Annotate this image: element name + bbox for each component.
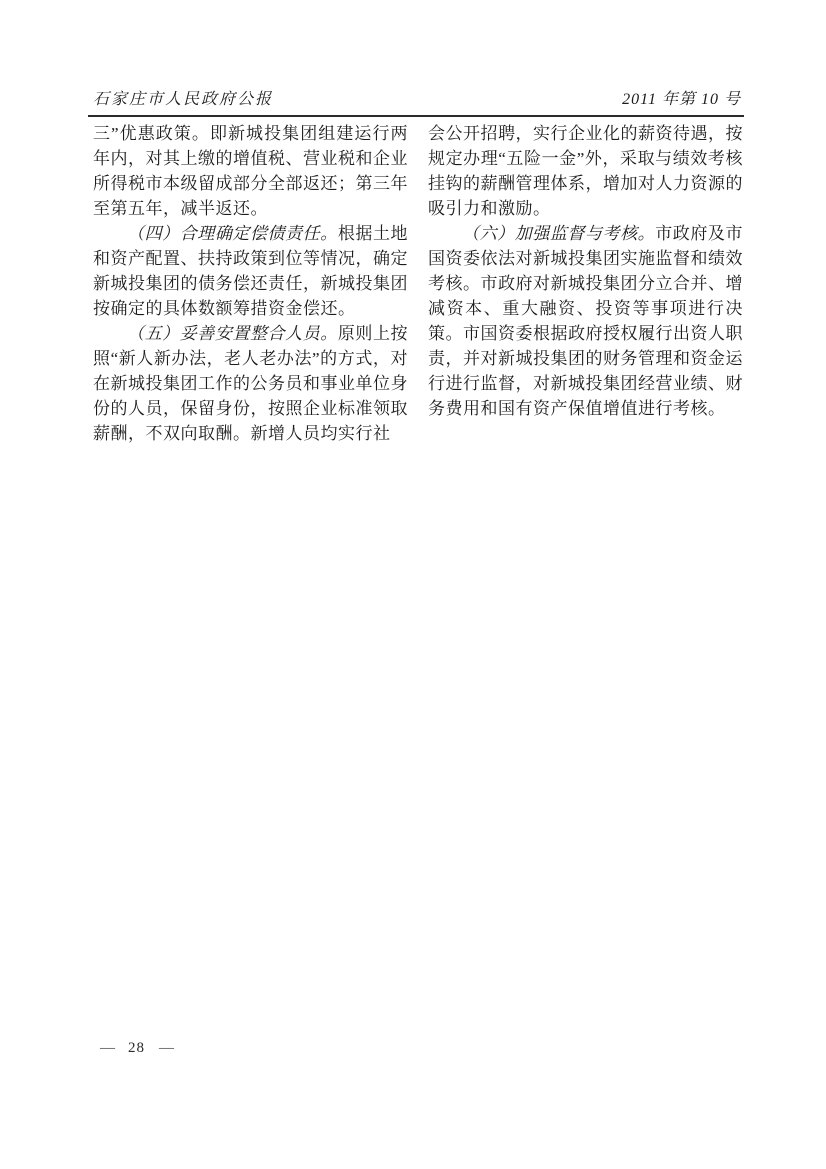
paragraph-lead: （四）合理确定偿债责任。	[127, 224, 338, 243]
paragraph-text: 原则上按照“新人新办法，老人老办法”的方式，对在新城投集团工作的公务员和事业单位身份的人员，保留身份，按照企业标准领取薪酬，不双向取酬。新增人员均实行社	[93, 324, 409, 443]
header-divider-rule	[88, 115, 744, 117]
paragraph-text: 根据土地和资产配置、扶持政策到位等情况，确定新城投集团的债务偿还责任，新城投集团按确定的具体数额筹措资金偿还。	[93, 224, 409, 318]
paragraph-text: 市政府及市国资委依法对新城投集团实施监督和绩效考核。市政府对新城投集团分立合并、增减资本、重大融资、投资等事项进行决策。市国资委根据政府授权履行出资人职责，并对新城投集团的财务管理和资金运行进行监督，对新城投集团经营业绩、财务费用和国有资产保值增值进行考核。	[428, 224, 744, 418]
paragraph-lead: （五）妥善安置整合人员。	[127, 324, 338, 343]
paragraph	[93, 321, 408, 446]
paragraph-lead: （六）加强监督与考核。	[462, 224, 656, 243]
page-header	[93, 90, 741, 110]
issue-number: 2011 年第 10 号	[622, 91, 741, 108]
paragraph	[428, 121, 743, 221]
footer-left-dash: —	[100, 1040, 114, 1056]
gazette-title: 石家庄市人民政府公报	[93, 91, 274, 108]
paragraph	[428, 221, 743, 421]
left-column	[93, 121, 408, 446]
paragraph	[93, 221, 408, 321]
footer-right-dash: —	[159, 1040, 173, 1056]
paragraph	[93, 121, 408, 221]
right-column	[428, 121, 743, 446]
page-number: 28	[128, 1040, 145, 1056]
paragraph-text: 会公开招聘，实行企业化的薪资待遇，按规定办理“五险一金”外，采取与绩效考核挂钩的薪酬管理体系，增加对人力资源的吸引力和激励。	[428, 124, 743, 218]
page-footer	[100, 1040, 173, 1057]
page-body	[93, 121, 743, 446]
paragraph-text: 三”优惠政策。即新城投集团组建运行两年内，对其上缴的增值税、营业税和企业所得税市本级留成部分全部返还；第三年至第五年，减半返还。	[93, 124, 408, 218]
